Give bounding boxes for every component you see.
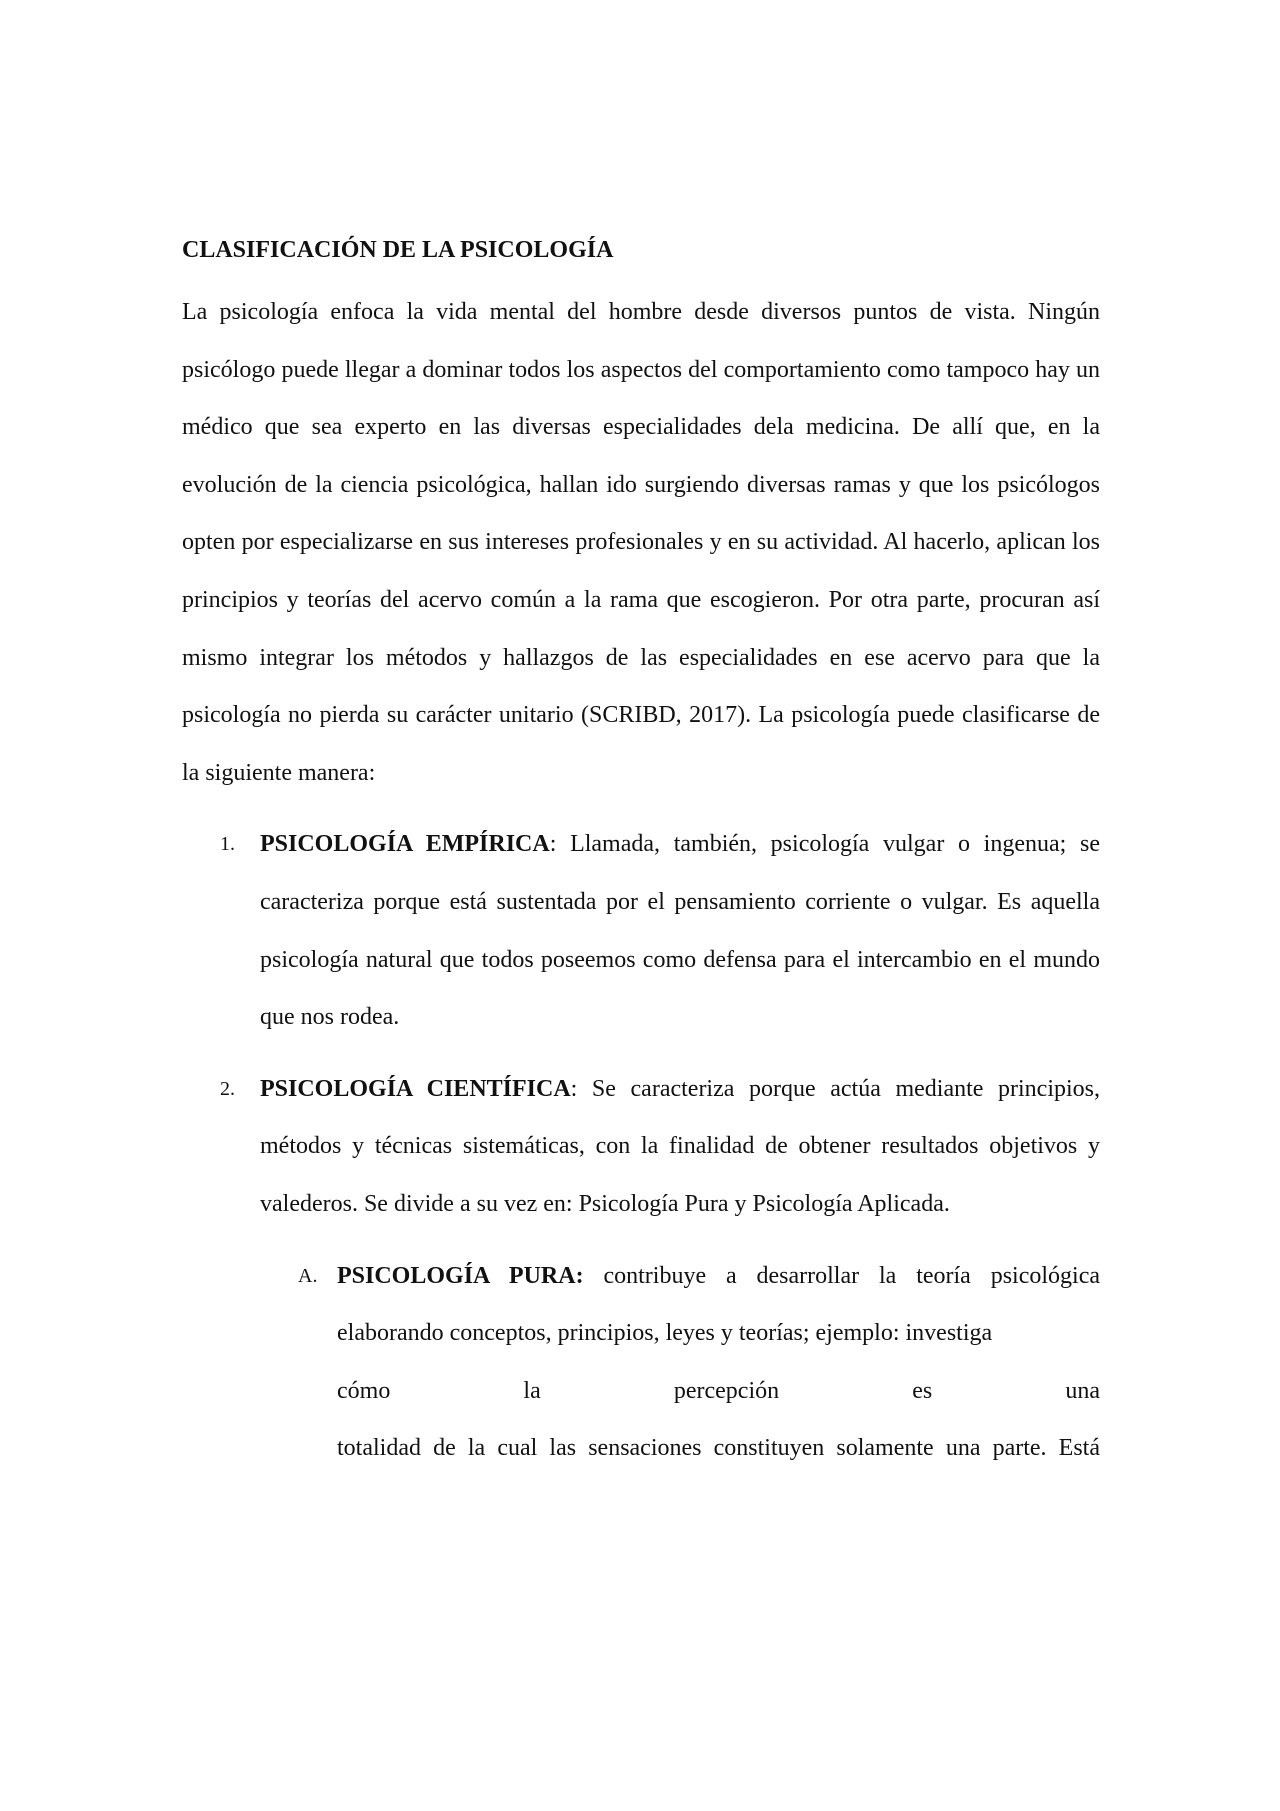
classification-list [182,816,1100,1478]
list-marker: 1. [220,833,235,856]
list-marker: 2. [220,1077,235,1100]
document-title: CLASIFICACIÓN DE LA PSICOLOGÍA [182,237,614,263]
subitem-text: contribuye a desarrollar la teoría psicológica elaborando conceptos, principios, leyes y teorías; ejemplo: investiga [337,1262,1101,1347]
list-marker: A. [298,1264,318,1287]
list-item-empirica [182,816,1100,1046]
list-item-cientifica [182,1061,1100,1234]
subitem-heading: PSICOLOGÍA PURA: [337,1262,584,1289]
subitem-line-continued: totalidad de la cual las sensaciones constituyen solamente una parte. Está [337,1435,1100,1462]
subitem-line-spaced: cómo la percepción es una [337,1377,1100,1404]
document-body [182,230,1100,1478]
intro-paragraph: La psicología enfoca la vida mental del hombre desde diversos puntos de vista. Ningún psicólogo puede llegar a dominar todos los aspectos del comportamiento como tampoco hay un médico que sea experto en las diversas especialidades dela medicina. De allí que, en la evolución de la ciencia psicológica, hallan ido surgiendo diversas ramas y que los psicólogos opten por especializarse en sus intereses profesionales y en su actividad. Al hacerlo, aplican los principios y teorías del acervo común a la rama que escogieron. Por otra parte, procuran así mismo integrar los métodos y hallazgos de las especialidades en ese acervo para que la psicología no pierda su carácter unitario (SCRIBD, 2017). La psicología puede clasificarse de la siguiente manera: [182,299,1100,786]
item-separator: : [570,1075,578,1102]
item-separator: : [549,831,557,858]
item-text: Se caracteriza porque actúa mediante principios, métodos y técnicas sistemáticas, con la finalidad de obtener resultados objetivos y valederos. Se divide a su vez en: Psicología Pura y Psicología Aplicada. [260,1075,1100,1217]
item-heading: PSICOLOGÍA CIENTÍFICA [260,1075,571,1102]
item-text: Llamada, también, psicología vulgar o ingenua; se caracteriza porque está sustentada por el pensamiento corriente o vulgar. Es aquella psicología natural que todos poseemos como defensa para el intercambio en el mundo que nos rodea. [260,831,1100,1031]
list-subitem-pura [182,1248,1100,1478]
item-heading: PSICOLOGÍA EMPÍRICA [260,831,550,858]
